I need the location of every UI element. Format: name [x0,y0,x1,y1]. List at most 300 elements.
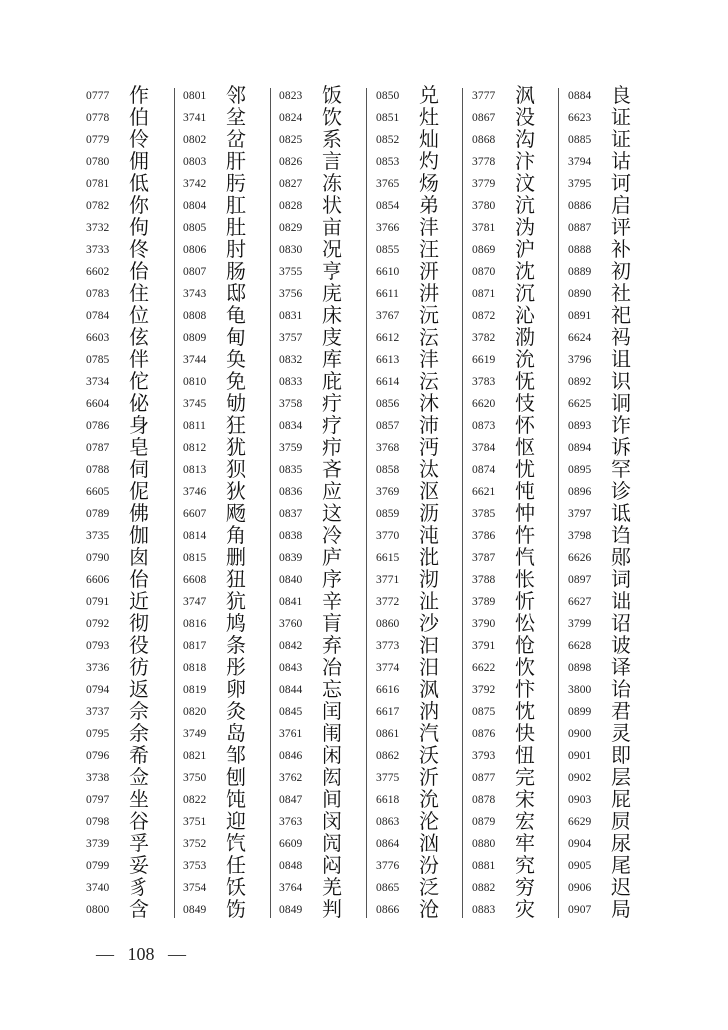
character-glyph: 泛 [419,875,439,899]
character-entry [86,700,182,722]
character-entry [279,832,375,854]
character-code: 6616 [376,684,400,696]
character-entry [568,700,664,722]
character-glyph: 忡 [515,501,535,525]
character-glyph: 忻 [515,589,535,613]
character-glyph: 判 [322,897,342,921]
character-glyph: 祀 [611,303,631,327]
character-glyph: 系 [322,127,342,151]
character-entry [86,392,182,414]
character-entry [568,722,664,744]
character-entry [279,414,375,436]
character-entry [376,128,472,150]
character-glyph: 条 [226,633,246,657]
character-entry [279,150,375,172]
character-code: 0842 [279,640,303,652]
character-glyph: 皂 [129,435,149,459]
character-entry [568,150,664,172]
character-glyph: 佁 [129,259,149,283]
character-code: 3752 [183,838,207,850]
character-glyph: 邻 [226,83,246,107]
character-entry [183,590,279,612]
character-entry [376,788,472,810]
character-glyph: 羌 [322,875,342,899]
character-glyph: 灾 [515,897,535,921]
character-entry [472,744,568,766]
character-entry [279,348,375,370]
character-entry [279,634,375,656]
character-code: 0825 [279,134,303,146]
character-entry [376,502,472,524]
character-entry [183,568,279,590]
character-code: 0893 [568,420,592,432]
character-code: 0801 [183,90,207,102]
character-entry [376,370,472,392]
character-glyph: 沪 [515,237,535,261]
character-glyph: 沘 [419,545,439,569]
character-entry [86,370,182,392]
character-glyph: 免 [226,369,246,393]
character-glyph: 佥 [129,765,149,789]
character-entry [86,590,182,612]
character-entry [376,458,472,480]
character-glyph: 豸 [129,875,149,899]
character-code: 6629 [568,816,592,828]
character-code: 0888 [568,244,592,256]
character-glyph: 忪 [515,611,535,635]
character-code: 0848 [279,860,303,872]
character-entry [183,260,279,282]
character-glyph: 庑 [322,281,342,305]
character-column-3 [279,84,375,920]
character-entry [279,480,375,502]
character-entry [86,172,182,194]
character-entry [183,458,279,480]
character-code: 0795 [86,728,110,740]
character-glyph: 佁 [129,567,149,591]
character-entry [183,150,279,172]
character-glyph: 狃 [226,567,246,591]
character-entry [279,590,375,612]
character-glyph: 犺 [226,589,246,613]
column-divider [462,88,463,918]
character-glyph: 汶 [515,171,535,195]
character-code: 3735 [86,530,110,542]
character-code: 3791 [472,640,496,652]
character-entry [376,524,472,546]
character-glyph: 沟 [515,127,535,151]
character-entry [376,216,472,238]
character-entry [472,194,568,216]
character-code: 6610 [376,266,400,278]
character-code: 3782 [472,332,496,344]
character-entry [568,678,664,700]
character-glyph: 沏 [419,567,439,591]
character-glyph: 汾 [419,853,439,877]
character-code: 3790 [472,618,496,630]
character-glyph: 角 [226,523,246,547]
character-code: 6618 [376,794,400,806]
character-entry [568,370,664,392]
character-code: 3756 [279,288,303,300]
character-glyph: 沩 [515,215,535,239]
character-entry [86,84,182,106]
character-glyph: 囱 [129,545,149,569]
character-glyph: 沐 [419,391,439,415]
character-entry [472,150,568,172]
character-glyph: 饩 [226,831,246,855]
character-code: 0784 [86,310,110,322]
character-code: 0858 [376,464,400,476]
character-entry [183,612,279,634]
character-code: 6608 [183,574,207,586]
character-entry [472,678,568,700]
character-entry [86,546,182,568]
character-code: 0808 [183,310,207,322]
character-glyph: 沣 [419,347,439,371]
character-entry [279,502,375,524]
character-entry [86,216,182,238]
character-glyph: 伲 [129,479,149,503]
character-glyph: 劬 [226,391,246,415]
character-glyph: 究 [515,853,535,877]
character-entry [279,106,375,128]
character-glyph: 余 [129,721,149,745]
character-entry [183,700,279,722]
character-entry [279,788,375,810]
character-code: 0852 [376,134,400,146]
character-code: 0895 [568,464,592,476]
character-entry [472,722,568,744]
character-glyph: 灶 [419,105,439,129]
character-glyph: 闱 [322,721,342,745]
character-code: 3734 [86,376,110,388]
character-code: 0859 [376,508,400,520]
character-entry [472,370,568,392]
character-glyph: 快 [515,721,535,745]
character-entry [86,282,182,304]
character-entry [86,348,182,370]
character-glyph: 犹 [226,435,246,459]
character-code: 0857 [376,420,400,432]
character-code: 3777 [472,90,496,102]
character-glyph: 迟 [611,875,631,899]
character-glyph: 佗 [129,369,149,393]
character-glyph: 怄 [515,435,535,459]
character-glyph: 诅 [611,347,631,371]
character-entry [472,458,568,480]
character-glyph: 忺 [515,655,535,679]
column-divider [366,88,367,918]
character-glyph: 穷 [515,875,535,899]
page-footer [96,944,186,965]
character-glyph: 应 [322,479,342,503]
character-code: 3794 [568,156,592,168]
character-glyph: 作 [129,83,149,107]
character-glyph: 沅 [419,303,439,327]
character-code: 3737 [86,706,110,718]
page-number: 108 [127,944,155,964]
character-code: 0843 [279,662,303,674]
character-glyph: 位 [129,303,149,327]
character-code: 0884 [568,90,592,102]
character-entry [376,612,472,634]
character-code: 3767 [376,310,400,322]
character-glyph: 汹 [419,831,439,855]
character-glyph: 尾 [611,853,631,877]
character-glyph: 郧 [611,545,631,569]
character-code: 0873 [472,420,496,432]
character-entry [183,854,279,876]
character-code: 0878 [472,794,496,806]
character-entry [279,282,375,304]
character-entry [86,238,182,260]
character-glyph: 伶 [129,127,149,151]
character-glyph: 弃 [322,633,342,657]
character-glyph: 庐 [322,545,342,569]
character-code: 3783 [472,376,496,388]
character-entry [279,326,375,348]
character-glyph: 忸 [515,743,535,767]
character-code: 3780 [472,200,496,212]
character-entry [376,348,472,370]
character-entry [279,524,375,546]
character-code: 0882 [472,882,496,894]
character-glyph: 冶 [322,655,342,679]
character-glyph: 灼 [419,149,439,173]
character-glyph: 沄 [419,325,439,349]
character-code: 0853 [376,156,400,168]
character-entry [376,106,472,128]
character-entry [472,238,568,260]
character-entry [86,612,182,634]
character-entry [568,854,664,876]
character-code: 0782 [86,200,110,212]
character-glyph: 饨 [226,787,246,811]
character-glyph: 沦 [419,809,439,833]
character-glyph: 闶 [322,831,342,855]
character-entry [568,546,664,568]
character-glyph: 宏 [515,809,535,833]
character-glyph: 冷 [322,523,342,547]
character-code: 0894 [568,442,592,454]
character-glyph: 沆 [515,193,535,217]
character-entry [376,172,472,194]
character-glyph: 沁 [515,303,535,327]
character-code: 0849 [183,904,207,916]
character-glyph: 诋 [611,501,631,525]
character-code: 0830 [279,244,303,256]
character-entry [376,810,472,832]
character-entry [183,810,279,832]
character-code: 0778 [86,112,110,124]
column-divider [558,88,559,918]
character-entry [376,854,472,876]
character-code: 3751 [183,816,207,828]
character-entry [472,480,568,502]
character-code: 3788 [472,574,496,586]
character-glyph: 闷 [322,853,342,877]
character-glyph: 疖 [322,435,342,459]
character-glyph: 佖 [129,391,149,415]
character-code: 3736 [86,662,110,674]
character-code: 0789 [86,508,110,520]
character-code: 0860 [376,618,400,630]
character-entry [86,678,182,700]
character-glyph: 亩 [322,215,342,239]
character-glyph: 弟 [419,193,439,217]
character-entry [568,458,664,480]
character-glyph: 识 [611,369,631,393]
character-entry [279,128,375,150]
character-glyph: 兑 [419,83,439,107]
character-code: 0824 [279,112,303,124]
character-code: 0793 [86,640,110,652]
character-code: 3785 [472,508,496,520]
character-code: 0886 [568,200,592,212]
character-glyph: 床 [322,303,342,327]
character-glyph: 证 [611,105,631,129]
character-glyph: 邸 [226,281,246,305]
character-code: 0899 [568,706,592,718]
character-glyph: 汩 [419,633,439,657]
character-entry [376,678,472,700]
character-glyph: 亨 [322,259,342,283]
character-entry [568,436,664,458]
character-glyph: 沌 [419,523,439,547]
character-glyph: 彷 [129,655,149,679]
character-code: 0900 [568,728,592,740]
character-entry [86,436,182,458]
character-entry [183,216,279,238]
character-entry [376,84,472,106]
character-glyph: 沃 [419,743,439,767]
character-code: 0777 [86,90,110,102]
character-entry [183,898,279,920]
character-glyph: 返 [129,677,149,701]
character-glyph: 这 [322,501,342,525]
character-code: 3786 [472,530,496,542]
character-glyph: 闲 [322,743,342,767]
character-entry [279,766,375,788]
character-entry [376,436,472,458]
character-glyph: 汫 [419,281,439,305]
character-glyph: 疔 [322,391,342,415]
character-code: 6611 [376,288,399,300]
character-entry [472,436,568,458]
character-code: 3753 [183,860,207,872]
character-code: 0887 [568,222,592,234]
character-glyph: 忮 [515,391,535,415]
character-glyph: 住 [129,281,149,305]
character-entry [86,128,182,150]
character-code: 0896 [568,486,592,498]
character-glyph: 佝 [129,215,149,239]
character-code: 3749 [183,728,207,740]
character-code: 0883 [472,904,496,916]
character-entry [279,854,375,876]
character-glyph: 伭 [129,325,149,349]
character-code: 0819 [183,684,207,696]
character-entry [568,832,664,854]
character-entry [472,612,568,634]
character-code: 0828 [279,200,303,212]
character-glyph: 证 [611,127,631,151]
character-code: 3761 [279,728,303,740]
character-code: 3772 [376,596,400,608]
character-code: 0870 [472,266,496,278]
character-code: 0897 [568,574,592,586]
character-code: 0822 [183,794,207,806]
character-entry [376,634,472,656]
character-code: 3796 [568,354,592,366]
character-code: 0903 [568,794,592,806]
character-entry [183,480,279,502]
character-entry [183,326,279,348]
character-code: 3738 [86,772,110,784]
character-code: 3779 [472,178,496,190]
character-glyph: 甸 [226,325,246,349]
character-column-4 [376,84,472,920]
character-glyph: 吝 [322,457,342,481]
character-code: 0787 [86,442,110,454]
character-code: 0840 [279,574,303,586]
character-glyph: 良 [611,83,631,107]
character-code: 0780 [86,156,110,168]
character-entry [183,678,279,700]
character-entry [568,480,664,502]
character-code: 6624 [568,332,592,344]
character-entry [279,722,375,744]
character-glyph: 忧 [515,457,535,481]
character-glyph: 沂 [419,765,439,789]
character-glyph: 沙 [419,611,439,635]
character-entry [279,898,375,920]
character-code: 3789 [472,596,496,608]
character-entry [376,656,472,678]
character-code: 3774 [376,662,400,674]
character-glyph: 沔 [419,435,439,459]
character-glyph: 炀 [419,171,439,195]
character-glyph: 况 [322,237,342,261]
character-entry [568,612,664,634]
character-entry [86,788,182,810]
character-entry [472,546,568,568]
character-code: 3733 [86,244,110,256]
character-code: 0835 [279,464,303,476]
character-entry [183,392,279,414]
character-entry [86,150,182,172]
character-glyph: 祃 [611,325,631,349]
character-code: 6617 [376,706,400,718]
character-glyph: 役 [129,633,149,657]
character-entry [279,744,375,766]
character-entry [279,612,375,634]
character-code: 0844 [279,684,303,696]
character-entry [472,876,568,898]
character-entry [568,106,664,128]
character-entry [86,744,182,766]
character-glyph: 评 [611,215,631,239]
character-entry [183,744,279,766]
character-code: 0865 [376,882,400,894]
character-glyph: 闳 [322,765,342,789]
character-code: 3739 [86,838,110,850]
character-glyph: 肓 [322,611,342,635]
character-glyph: 怅 [515,567,535,591]
character-entry [472,84,568,106]
character-code: 0800 [86,904,110,916]
